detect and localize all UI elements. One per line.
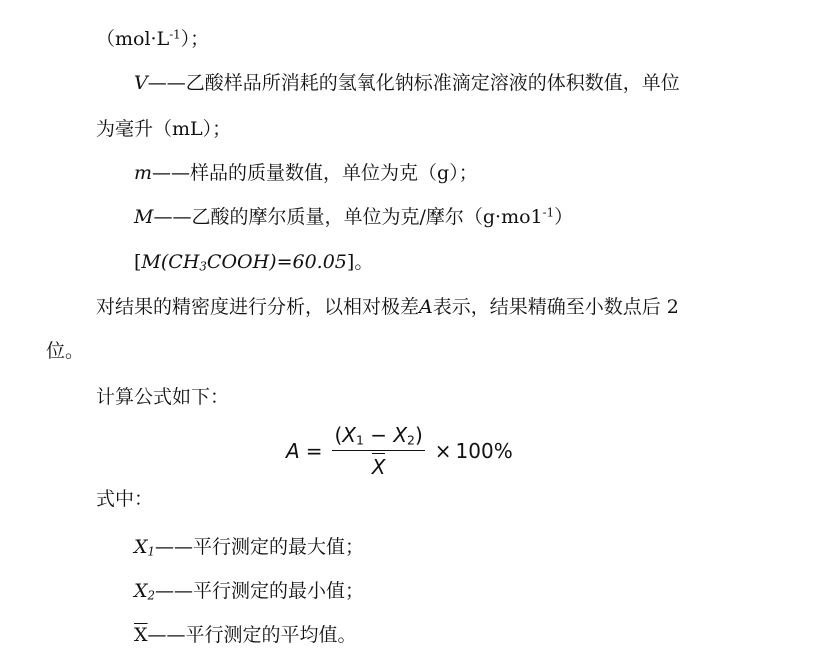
numerator-x2-sub: 2: [407, 432, 415, 448]
molar-mass-value: [134, 253, 373, 272]
unit-superscript: -1: [169, 27, 181, 42]
definition-x1: [134, 538, 364, 557]
numerator-minus: −: [363, 423, 394, 447]
definition-molar-mass-text: ——乙酸的摩尔质量，单位为克/摩尔（g·mo1: [153, 206, 543, 228]
definition-v: [134, 74, 680, 93]
definition-m: [134, 164, 478, 183]
symbol-m: m: [134, 162, 153, 184]
formula-times: ×: [434, 439, 452, 463]
formula-intro: [96, 388, 229, 407]
definition-x2-text: ——平行测定的最小值；: [155, 580, 365, 602]
bracket-close: ]。: [346, 251, 374, 273]
symbol-x2: X: [134, 580, 148, 602]
precision-paragraph: [96, 298, 679, 317]
bracket-open: [: [134, 251, 142, 273]
formula-equals: =: [305, 439, 323, 463]
definition-x-bar: [134, 626, 357, 645]
symbol-v: V: [134, 72, 148, 94]
formula-denominator: [372, 451, 386, 479]
definition-x-bar-text: ——平行测定的平均值。: [147, 624, 357, 646]
formula-percent: 100%: [455, 439, 513, 463]
symbol-x1-sub: 1: [147, 544, 156, 559]
symbol-a: A: [419, 296, 433, 318]
denominator-x-bar: X: [371, 455, 386, 479]
definition-v-continued: [96, 120, 231, 139]
precision-text-end: 位。: [46, 340, 85, 362]
numerator-close-paren: ): [414, 423, 423, 447]
precision-paragraph-continued: [46, 342, 84, 361]
definition-v-continued-text: 为毫升（mL）；: [96, 118, 232, 140]
formula-intro-text: 计算公式如下：: [96, 386, 230, 408]
unit-line-mol: [96, 27, 210, 50]
precision-text-pre: 对结果的精密度进行分析，以相对极差: [96, 296, 420, 318]
where-text: 式中：: [96, 488, 154, 510]
molar-mass-subscript: 3: [199, 259, 207, 274]
definition-m-text: ——样品的质量数值，单位为克（g）；: [152, 162, 478, 184]
symbol-x2-sub: 2: [147, 588, 156, 603]
formula-lhs: A: [286, 439, 300, 463]
symbol-x1: X: [134, 536, 148, 558]
relative-range-formula: [286, 423, 513, 479]
definition-x2: [134, 582, 364, 601]
precision-text-post: 表示，结果精确至小数点后 2: [432, 296, 679, 318]
numerator-x2: X: [393, 423, 408, 447]
where-label: [96, 490, 153, 509]
formula-numerator: [332, 423, 424, 451]
definition-v-text: ——乙酸样品所消耗的氢氧化钠标准滴定溶液的体积数值，单位: [147, 72, 680, 94]
molar-mass-superscript: -1: [542, 205, 555, 220]
unit-tail: ）；: [180, 28, 210, 50]
definition-x1-text: ——平行测定的最大值；: [155, 536, 365, 558]
molar-mass-formula-start: M(CH: [141, 251, 200, 273]
numerator-x1: X: [342, 423, 356, 447]
numerator-x1-sub: 1: [355, 432, 364, 448]
symbol-capital-m: M: [134, 206, 154, 228]
unit-text: （mol·L: [96, 28, 170, 50]
symbol-x-bar: $\overline{X}$: [134, 624, 148, 646]
molar-mass-formula-rest: COOH)=60.05: [206, 251, 347, 273]
numerator-open-paren: (: [334, 423, 343, 447]
definition-molar-mass: [134, 205, 574, 228]
molar-mass-tail: ）: [554, 206, 574, 228]
formula-fraction: [332, 423, 424, 479]
